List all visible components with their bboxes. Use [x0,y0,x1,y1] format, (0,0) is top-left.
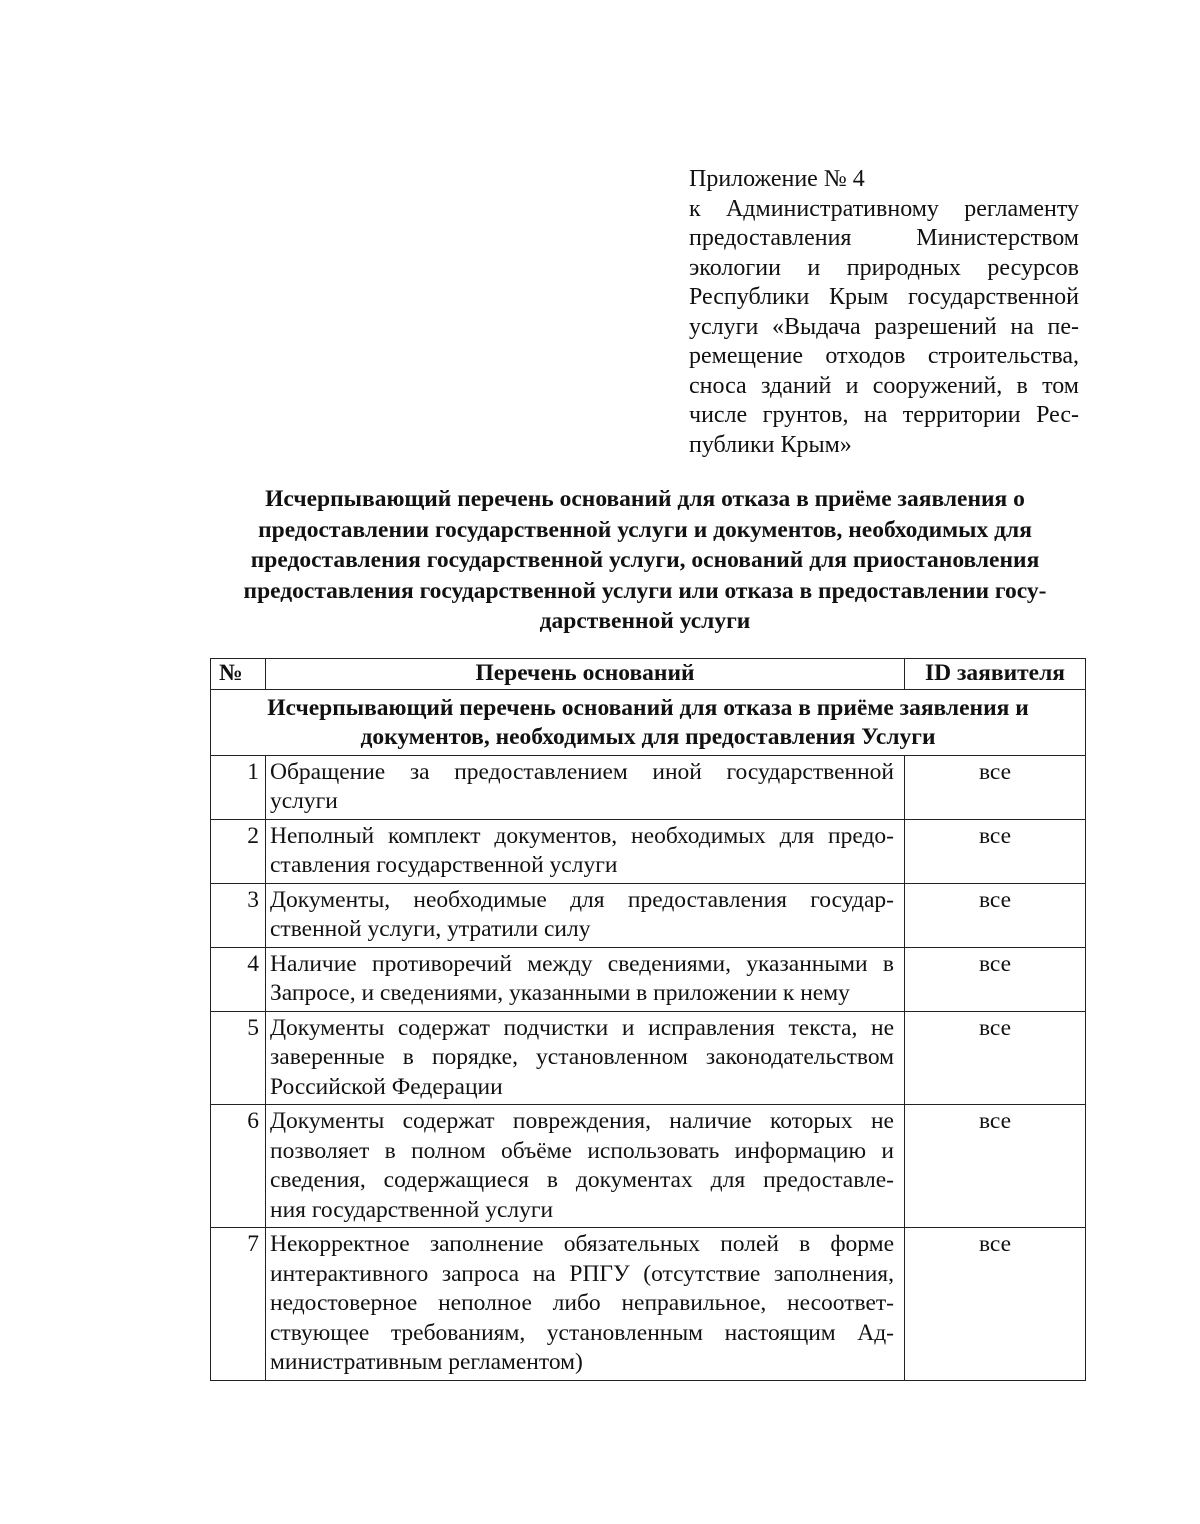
reason-line: ственной услуги, утратили силу [270,916,591,942]
title-line: дарственной услуги [539,608,751,634]
header-applicant-id: ID заявителя [905,659,1086,690]
appendix-line: публики Крым» [689,431,852,458]
row-number: 7 [211,1228,266,1381]
header-reasons: Перечень оснований [266,659,905,690]
appendix-line: Приложение № 4 [689,166,865,192]
reason-line: позволяет в полном объёме использовать информацию и [270,1137,894,1164]
row-number: 2 [211,819,266,883]
appendix-line: Республики Крым государственной [689,284,1079,310]
appendix-block [689,165,1079,460]
appendix-line: числе грунтов, на территории Рес- [689,402,1079,428]
title-line: Исчерпывающий перечень оснований для отказа в приёме заявления о [265,486,1025,512]
table-row [211,883,1086,947]
reason-line: Некорректное заполнение обязательных полей в форме [270,1231,894,1257]
reason-line: Обращение за предоставлением иной государственной [270,758,894,785]
section-line: Исчерпывающий перечень оснований для отказа в приёме заявления и [267,694,1029,721]
row-applicant-id: все [905,755,1086,819]
appendix-line: сноса зданий и сооружений, в том [689,372,1079,399]
appendix-line: к Административному регламенту [689,195,1079,222]
reason-line: Документы содержат подчистки и исправления текста, не [270,1014,894,1041]
row-number: 5 [211,1011,266,1105]
row-applicant-id: все [905,819,1086,883]
reason-line: недостоверное неполное либо неправильное, несоответ- [270,1290,894,1316]
title-line: предоставления государственной услуги, оснований для приостановления [250,547,1040,573]
row-number: 4 [211,947,266,1011]
reason-line: услуги [270,788,338,814]
reason-line: Документы содержат повреждения, наличие которых не [270,1108,894,1134]
row-reason [266,755,905,819]
appendix-line: услуги «Выдача разрешений на пе- [689,313,1079,340]
table-row [211,1228,1086,1381]
reason-line: Запросе, и сведениями, указанными в приложении к нему [270,980,850,1006]
appendix-line: экологии и природных ресурсов [689,254,1079,281]
section-row [211,689,1086,755]
row-number: 1 [211,755,266,819]
row-applicant-id: все [905,1105,1086,1228]
reason-line: министративным регламентом) [270,1349,583,1375]
reason-line: Документы, необходимые для предоставления государ- [270,886,894,913]
row-applicant-id: все [905,1011,1086,1105]
row-reason [266,1011,905,1105]
title-line: предоставлении государственной услуги и документов, необходимых для [258,516,1032,543]
reason-line: сведения, содержащиеся в документах для предоставле- [270,1167,894,1193]
reason-line: ствующее требованиям, установленным настоящим Ад- [270,1319,894,1346]
row-number: 3 [211,883,266,947]
appendix-line: предоставления Министерством [689,225,1079,251]
reason-line: Наличие противоречий между сведениями, указанными в [270,950,894,977]
row-applicant-id: все [905,947,1086,1011]
row-number: 6 [211,1105,266,1228]
reason-line: ставления государственной услуги [270,852,618,878]
document-title [200,484,1090,637]
section-line: документов, необходимых для предоставления Услуги [360,724,936,750]
row-reason [266,1228,905,1381]
appendix-line: ремещение отходов строительства, [689,343,1079,369]
table-row [211,947,1086,1011]
reason-line: заверенные в порядке, установленном законодательством [270,1044,894,1070]
reason-line: интерактивного запроса на РПГУ (отсутствие заполнения, [270,1260,894,1287]
table-row [211,819,1086,883]
row-reason [266,947,905,1011]
table-row [211,1105,1086,1228]
reason-line: Неполный комплект документов, необходимых для предо- [270,822,894,849]
grounds-table [210,658,1086,1381]
row-applicant-id: все [905,1228,1086,1381]
row-reason [266,1105,905,1228]
row-reason [266,819,905,883]
table-row [211,1011,1086,1105]
section-heading [211,689,1086,755]
reason-line: Российской Федерации [270,1073,503,1100]
table-header-row [211,659,1086,690]
row-reason [266,883,905,947]
table-row [211,755,1086,819]
header-number: № [211,659,266,690]
row-applicant-id: все [905,883,1086,947]
reason-line: ния государственной услуги [270,1196,554,1223]
title-line: предоставления государственной услуги или отказа в предоставлении госу- [243,577,1047,604]
